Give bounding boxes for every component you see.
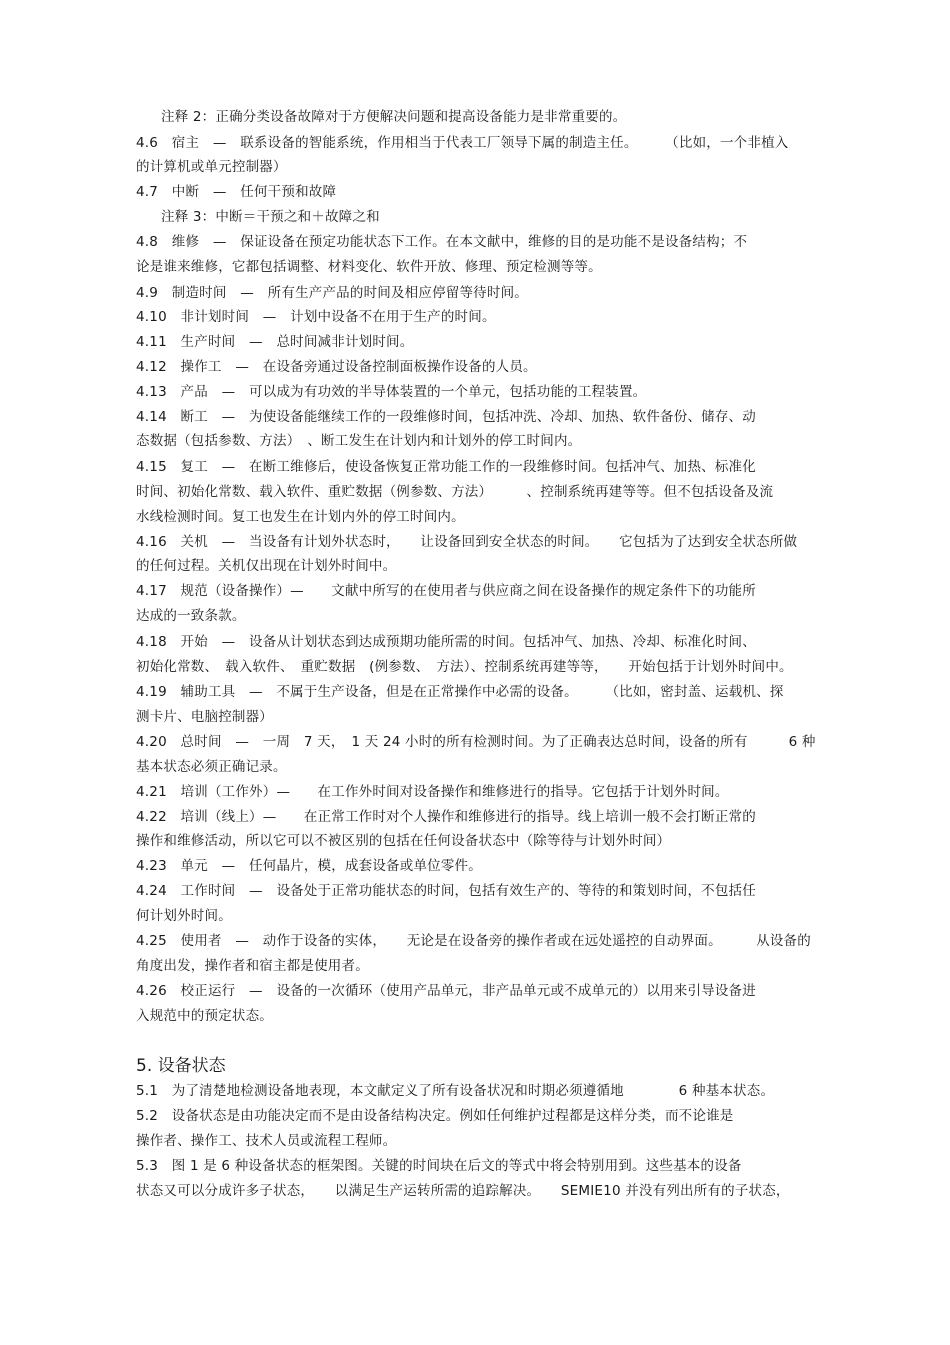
item-4-15-cont2: 水线检测时间。复工也发生在计划内外的停工时间内。 (136, 509, 465, 525)
section-5-heading: 5. 设备状态 (136, 1056, 226, 1076)
item-4-13: 4.13 产品 — 可以成为有功效的半导体装置的一个单元，包括功能的工程装置。 (136, 384, 647, 400)
item-4-24: 4.24 工作时间 — 设备处于正常功能状态的时间，包括有效生产的、等待的和策划时间，不包括任 (136, 883, 756, 899)
item-4-20: 4.20 总时间 — 一周 7 天， 1 天 24 小时的所有检测时间。为了正确表达总时间，设备的所有 6 种 (136, 734, 816, 750)
item-5-3: 5.3 图 1 是 6 种设备状态的框架图。关键的时间块在后文的等式中将会特别用到。这些基本的设备 (136, 1158, 742, 1174)
item-4-17-cont: 达成的一致条款。 (136, 608, 246, 624)
item-4-7: 4.7 中断 — 任何干预和故障 (136, 184, 337, 200)
item-4-9: 4.9 制造时间 — 所有生产产品的时间及相应停留等待时间。 (136, 285, 528, 301)
item-4-8-cont: 论是谁来维修，它都包括调整、材料变化、软件开放、修理、预定检测等等。 (136, 259, 602, 275)
item-4-22-cont: 操作和维修活动，所以它可以不被区别的包括在任何设备状态中（除等待与计划外时间） (136, 833, 671, 849)
item-4-22: 4.22 培训（线上）— 在正常工作时对个人操作和维修进行的指导。线上培训一般不会打断正常的 (136, 809, 756, 825)
note-2: 注释 2：正确分类设备故障对于方便解决问题和提高设备能力是非常重要的。 (161, 109, 627, 125)
item-4-15: 4.15 复工 — 在断工维修后，使设备恢复正常功能工作的一段维修时间。包括冲气、加热、标准化 (136, 459, 756, 475)
item-4-14: 4.14 断工 — 为使设备能继续工作的一段维修时间，包括冲洗、冷却、加热、软件备份、储存、动 (136, 409, 756, 425)
note-3: 注释 3：中断＝干预之和＋故障之和 (161, 209, 380, 225)
item-4-26: 4.26 校正运行 — 设备的一次循环（使用产品单元，非产品单元或不成单元的）以用来引导设备进 (136, 983, 756, 999)
item-4-17: 4.17 规范（设备操作）— 文献中所写的在使用者与供应商之间在设备操作的规定条件下的功能所 (136, 583, 756, 599)
item-4-21: 4.21 培训（工作外）— 在工作外时间对设备操作和维修进行的指导。它包括于计划外时间。 (136, 784, 729, 800)
item-4-12: 4.12 操作工 — 在设备旁通过设备控制面板操作设备的人员。 (136, 359, 537, 375)
item-5-2: 5.2 设备状态是由功能决定而不是由设备结构决定。例如任何维护过程都是这样分类，而不论谁是 (136, 1108, 734, 1124)
item-5-1: 5.1 为了清楚地检测设备地表现，本文献定义了所有设备状况和时期必须遵循地 6 种基本状态。 (136, 1083, 775, 1099)
item-4-16-cont: 的任何过程。关机仅出现在计划外时间中。 (136, 558, 397, 574)
item-4-10: 4.10 非计划时间 — 计划中设备不在用于生产的时间。 (136, 309, 496, 325)
item-4-11: 4.11 生产时间 — 总时间减非计划时间。 (136, 334, 414, 350)
item-4-16: 4.16 关机 — 当设备有计划外状态时， 让设备回到安全状态的时间。 它包括为了达到安全状态所做 (136, 534, 798, 550)
item-4-19: 4.19 辅助工具 — 不属于生产设备，但是在正常操作中必需的设备。 （比如，密封盖、运载机、探 (136, 684, 784, 700)
item-4-24-cont: 何计划外时间。 (136, 908, 232, 924)
item-4-23: 4.23 单元 — 任何晶片，模，成套设备或单位零件。 (136, 858, 482, 874)
item-4-18-cont: 初始化常数、 载入软件、 重贮数据 (例参数、 方法）、控制系统再建等等， 开始包括于计划外时间中。 (136, 659, 793, 675)
item-4-6: 4.6 宿主 — 联系设备的智能系统，作用相当于代表工厂领导下属的制造主任。 （比如，一个非植入 (136, 135, 789, 151)
item-4-25: 4.25 使用者 — 动作于设备的实体， 无论是在设备旁的操作者或在远处遥控的自动界面。 从设备的 (136, 933, 811, 949)
item-4-18: 4.18 开始 — 设备从计划状态到达成预期功能所需的时间。包括冲气、加热、冷却、标准化时间、 (136, 634, 756, 650)
item-4-26-cont: 入规范中的预定状态。 (136, 1008, 273, 1024)
item-4-20-cont: 基本状态必须正确记录。 (136, 759, 287, 775)
item-5-3-cont: 状态又可以分成许多子状态， 以满足生产运转所需的追踪解决。 SEMIE10 并没有列出所有的子状态， (136, 1183, 790, 1199)
item-4-6-cont: 的计算机或单元控制器） (136, 159, 287, 175)
item-4-19-cont: 测卡片、电脑控制器） (136, 709, 273, 725)
item-4-14-cont: 态数据（包括参数、方法） 、断工发生在计划内和计划外的停工时间内。 (136, 433, 582, 449)
item-5-2-cont: 操作者、操作工、技术人员或流程工程师。 (136, 1133, 397, 1149)
item-4-8: 4.8 维修 — 保证设备在预定功能状态下工作。在本文献中，维修的目的是功能不是设备结构；不 (136, 234, 748, 250)
item-4-25-cont: 角度出发，操作者和宿主都是使用者。 (136, 958, 369, 974)
item-4-15-cont1: 时间、初始化常数、载入软件、重贮数据（例参数、方法） 、控制系统再建等等。但不包括设备及流 (136, 484, 774, 500)
